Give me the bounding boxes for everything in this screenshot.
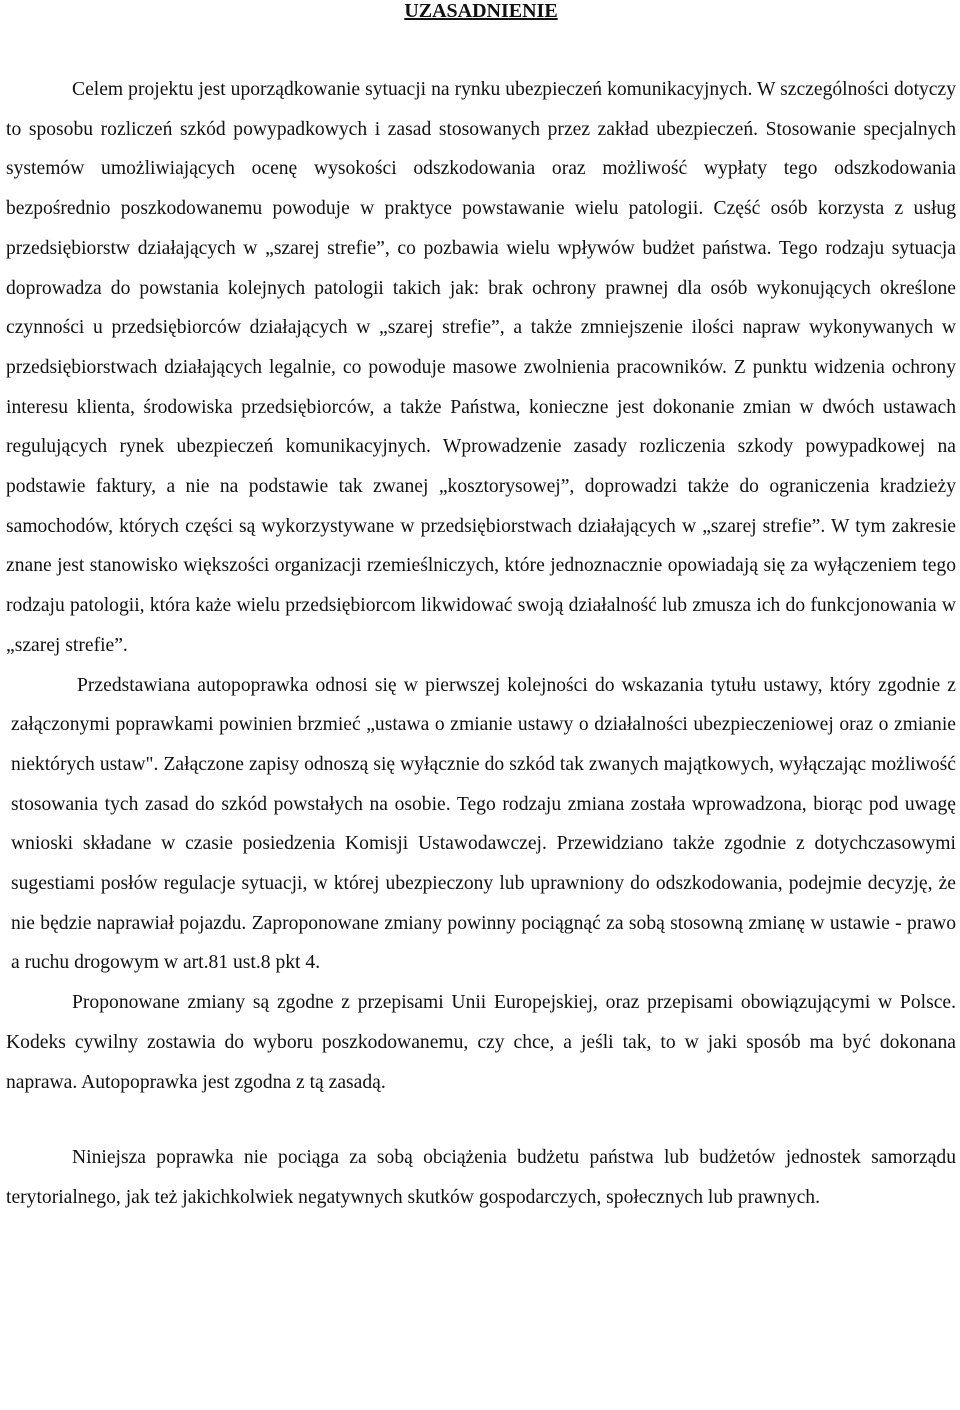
paragraph-budget-impact: Niniejsza poprawka nie pociąga za sobą obciążenia budżetu państwa lub budżetów jednostek samorządu terytorialnego, jak też jakichkolwiek negatywnych skutków gospodarczych, społecznych lub prawnych. [6,1147,956,1208]
paragraph-eu-compliance: Proponowane zmiany są zgodne z przepisami Unii Europejskiej, oraz przepisami obowiązującymi w Polsce. Kodeks cywilny zostawia do wyboru poszkodowanemu, czy chce, a jeśli tak, to w jaki sposób ma być dokonana naprawa. Autopoprawka jest zgodna z tą zasadą. [6,992,956,1093]
document-title: UZASADNIENIE [404,0,558,22]
paragraph-autopoprawka: Przedstawiana autopoprawka odnosi się w pierwszej kolejności do wskazania tytułu ustawy, który zgodnie z załączonymi poprawkami powinien brzmieć „ustawa o zmianie ustawy o działalności ubezpieczeniowej oraz o zmianie niektórych ustaw". Załączone zapisy odnoszą się wyłącznie do szkód tak zwanych majątkowych, wyłączając możliwość stosowania tych zasad do szkód powstałych na osobie. Tego rodzaju zmiana została wprowadzona, biorąc pod uwagę wnioski składane w czasie posiedzenia Komisji Ustawodawczej. Przewidziano także zgodnie z dotychczasowymi sugestiami posłów regulacje sytuacji, w której ubezpieczony lub uprawniony do odszkodowania, podejmie decyzję, że nie będzie naprawiał pojazdu. Zaproponowane zmiany powinny pociągnąć za sobą stosowną zmianę w ustawie - prawo a ruchu drogowym w art.81 ust.8 pkt 4. [11,674,956,974]
paragraph-purpose: Celem projektu jest uporządkowanie sytuacji na rynku ubezpieczeń komunikacyjnych. W szczególności dotyczy to sposobu rozliczeń szkód powypadkowych i zasad stosowanych przez zakład ubezpieczeń. Stosowanie specjalnych systemów umożliwiających ocenę wysokości odszkodowania oraz możliwość wypłaty tego odszkodowania bezpośrednio poszkodowanemu powoduje w praktyce powstawanie wielu patologii. Część osób korzysta z usług przedsiębiorstw działających w „szarej strefie”, co pozbawia wielu wpływów budżet państwa. Tego rodzaju sytuacja doprowadza do powstania kolejnych patologii takich jak: brak ochrony prawnej dla osób wykonujących określone czynności u przedsiębiorców działających w „szarej strefie”, a także zmniejszenie ilości napraw wykonywanych w przedsiębiorstwach działających legalnie, co powoduje masowe zwolnienia pracowników. Z punktu widzenia ochrony interesu klienta, środowiska przedsiębiorców, a także Państwa, konieczne jest dokonanie zmian w dwóch ustawach regulujących rynek ubezpieczeń komunikacyjnych. Wprowadzenie zasady rozliczenia szkody powypadkowej na podstawie faktury, a nie na podstawie tak zwanej „kosztorysowej”, doprowadzi także do ograniczenia kradzieży samochodów, których części są wykorzystywane w przedsiębiorstwach działających w „szarej strefie”. W tym zakresie znane jest stanowisko większości organizacji rzemieślniczych, które jednoznacznie opowiadają się za wyłączeniem tego rodzaju patologii, która każe wielu przedsiębiorcom likwidować swoją działalność lub zmusza ich do funkcjonowania w „szarej strefie”. [6,79,956,656]
document-page [6,0,956,1218]
